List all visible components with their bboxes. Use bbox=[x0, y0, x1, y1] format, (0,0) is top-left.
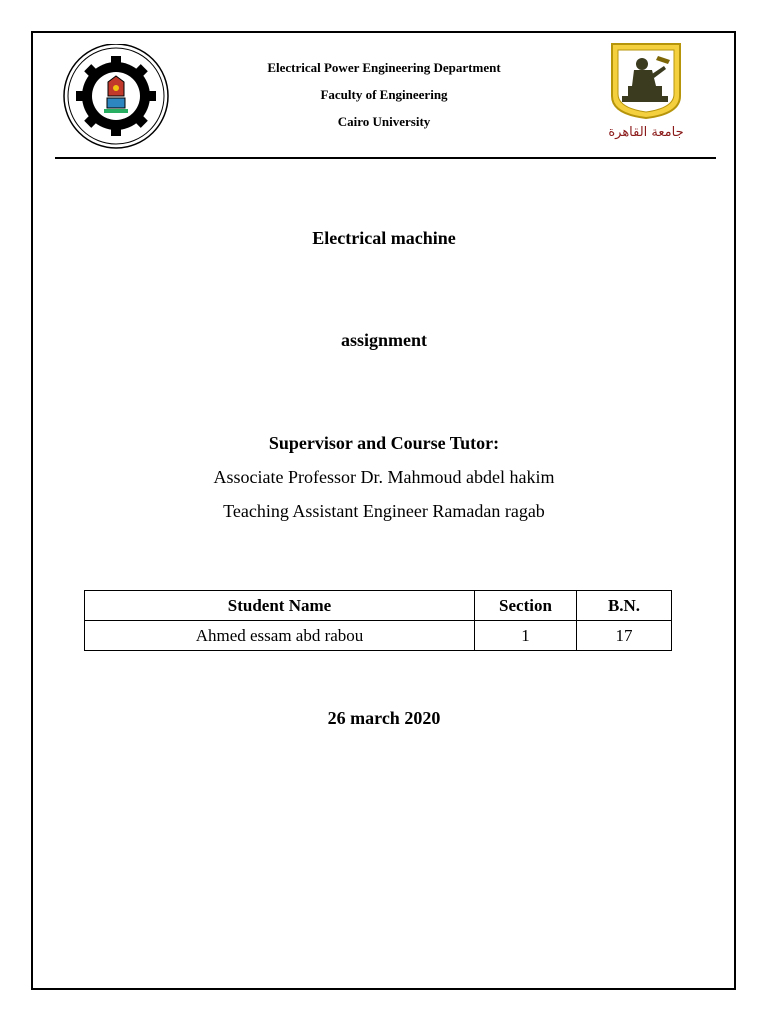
column-header-bn: B.N. bbox=[577, 591, 672, 621]
document-subtitle: assignment bbox=[340, 330, 427, 350]
student-name-cell: Ahmed essam abd rabou bbox=[85, 621, 475, 651]
cairo-university-arabic-text: جامعة القاهرة bbox=[608, 125, 684, 140]
table-row bbox=[85, 621, 672, 651]
document-title: Electrical machine bbox=[312, 228, 456, 248]
section-cell: 1 bbox=[475, 621, 577, 651]
column-header-section: Section bbox=[475, 591, 577, 621]
students-table bbox=[84, 590, 672, 651]
university-name: Cairo University bbox=[337, 114, 431, 129]
table-header-row bbox=[85, 591, 672, 621]
supervisors-heading: Supervisor and Course Tutor: bbox=[268, 433, 500, 453]
professor-name: Associate Professor Dr. Mahmoud abdel hakim bbox=[213, 467, 555, 487]
document-date: 26 march 2020 bbox=[327, 708, 441, 728]
assistant-name: Teaching Assistant Engineer Ramadan ragab bbox=[223, 501, 545, 521]
department-name: Electrical Power Engineering Department bbox=[267, 60, 501, 75]
header-text-block bbox=[184, 54, 584, 135]
faculty-engineering-logo-icon bbox=[58, 44, 174, 149]
faculty-name: Faculty of Engineering bbox=[320, 87, 448, 102]
cairo-university-logo-icon bbox=[598, 38, 694, 146]
header-divider bbox=[55, 157, 716, 159]
bn-cell: 17 bbox=[577, 621, 672, 651]
column-header-student-name: Student Name bbox=[85, 591, 475, 621]
